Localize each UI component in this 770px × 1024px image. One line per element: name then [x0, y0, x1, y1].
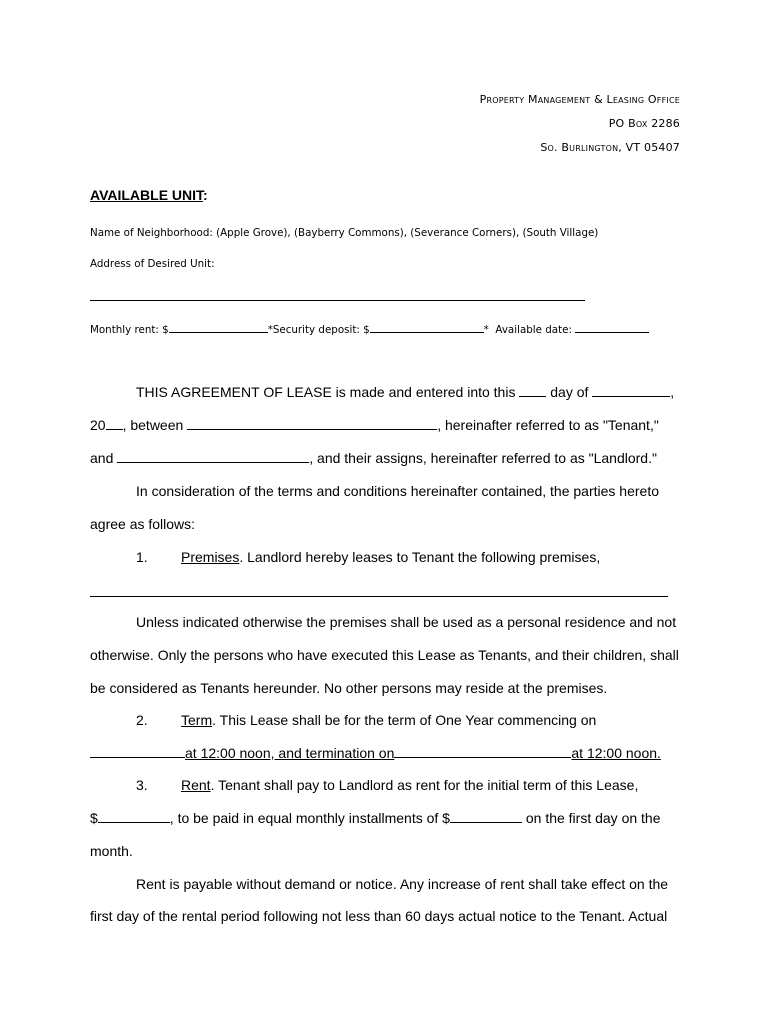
lease-parties-line — [90, 417, 680, 433]
monthly-rent-field[interactable] — [169, 321, 268, 333]
available-unit-title: AVAILABLE UNIT — [90, 187, 204, 203]
tenant-ref-text: , hereinafter referred to as "Tenant," — [437, 417, 659, 433]
consideration-line — [90, 483, 680, 499]
rent-amount-line — [90, 810, 680, 826]
rent-deposit-line — [90, 321, 649, 336]
term-text: . This Lease shall be for the term of One Year commencing on — [212, 712, 597, 728]
between-label: , between — [122, 417, 184, 433]
neighborhood-line: Name of Neighborhood: (Apple Grove), (Bayberry Commons), (Severance Corners), (South Village) — [90, 227, 599, 239]
residence-line-1 — [90, 614, 680, 630]
tenant-name-field[interactable] — [187, 417, 437, 430]
section-premises — [90, 549, 680, 565]
month-line: month. — [90, 843, 133, 859]
payable-line-2: first day of the rental period following not less than 60 days actual notice to the Tenant. Actual — [90, 908, 668, 924]
intro-comma: , — [670, 384, 675, 400]
monthly-installment-field[interactable] — [450, 810, 522, 823]
section-2-number: 2. — [136, 712, 148, 728]
office-address-block — [480, 93, 680, 165]
section-term — [90, 712, 680, 728]
city-state-zip: So. Burlington, VT 05407 — [540, 141, 680, 154]
day-of-label: day of — [550, 384, 589, 400]
rent-title: Rent — [181, 777, 211, 793]
lease-intro-text: THIS AGREEMENT OF LEASE is made and entered into this — [136, 384, 516, 400]
lease-intro-line — [90, 384, 680, 400]
lease-landlord-line — [90, 450, 680, 466]
residence-text-1: Unless indicated otherwise the premises shall be used as a personal residence and not — [136, 614, 677, 630]
section-1-number: 1. — [136, 549, 148, 565]
office-name: Property Management & Leasing Office — [479, 93, 680, 106]
month-field[interactable] — [592, 384, 670, 397]
address-field[interactable] — [90, 300, 585, 301]
section-3-number: 3. — [136, 777, 148, 793]
premises-title: Premises — [181, 549, 240, 565]
address-label: Address of Desired Unit: — [90, 258, 215, 270]
section-rent — [90, 777, 680, 793]
available-date-field[interactable] — [575, 321, 649, 333]
total-rent-field[interactable] — [98, 810, 170, 823]
premises-address-field[interactable] — [90, 596, 668, 597]
term-title: Term — [181, 712, 213, 728]
landlord-ref-text: , and their assigns, hereinafter referred to as "Landlord." — [309, 450, 657, 466]
payable-text-1: Rent is payable without demand or notice. Any increase of rent shall take effect on the — [136, 876, 669, 892]
consideration-text: In consideration of the terms and conditions hereinafter contained, the parties hereto — [136, 483, 659, 499]
commencement-date-field[interactable] — [90, 745, 185, 758]
security-asterisk: * — [483, 324, 489, 336]
rent-text: . Tenant shall pay to Landlord as rent for the initial term of this Lease, — [210, 777, 639, 793]
premises-text: . Landlord hereby leases to Tenant the following premises, — [239, 549, 601, 565]
rent-dollar: $ — [90, 810, 98, 826]
payable-line-1 — [90, 876, 680, 892]
agree-line: agree as follows: — [90, 516, 196, 532]
year-field[interactable] — [106, 417, 123, 430]
security-deposit-label: *Security deposit: $ — [267, 324, 370, 336]
day-field[interactable] — [519, 384, 546, 397]
landlord-name-field[interactable] — [117, 450, 309, 463]
commence-noon-text: at 12:00 noon, and termination on — [185, 745, 395, 761]
monthly-rent-label: Monthly rent: $ — [90, 324, 169, 336]
termination-date-field[interactable] — [394, 745, 571, 758]
security-deposit-field[interactable] — [370, 321, 484, 333]
available-unit-colon: : — [203, 187, 208, 203]
first-day-text: on the first day on the — [521, 810, 661, 826]
and-label: and — [90, 450, 114, 466]
po-box: PO Box 2286 — [608, 117, 680, 130]
residence-line-2: otherwise. Only the persons who have executed this Lease as Tenants, and their children, shall — [90, 647, 679, 663]
available-unit-heading — [90, 187, 208, 203]
installments-text: , to be paid in equal monthly installments of $ — [169, 810, 450, 826]
term-dates-line — [90, 745, 680, 761]
available-date-label: Available date: — [495, 324, 572, 336]
year-prefix: 20 — [90, 417, 106, 433]
residence-line-3: be considered as Tenants hereunder. No other persons may reside at the premises. — [90, 680, 608, 696]
termination-noon-text: at 12:00 noon. — [571, 745, 661, 761]
